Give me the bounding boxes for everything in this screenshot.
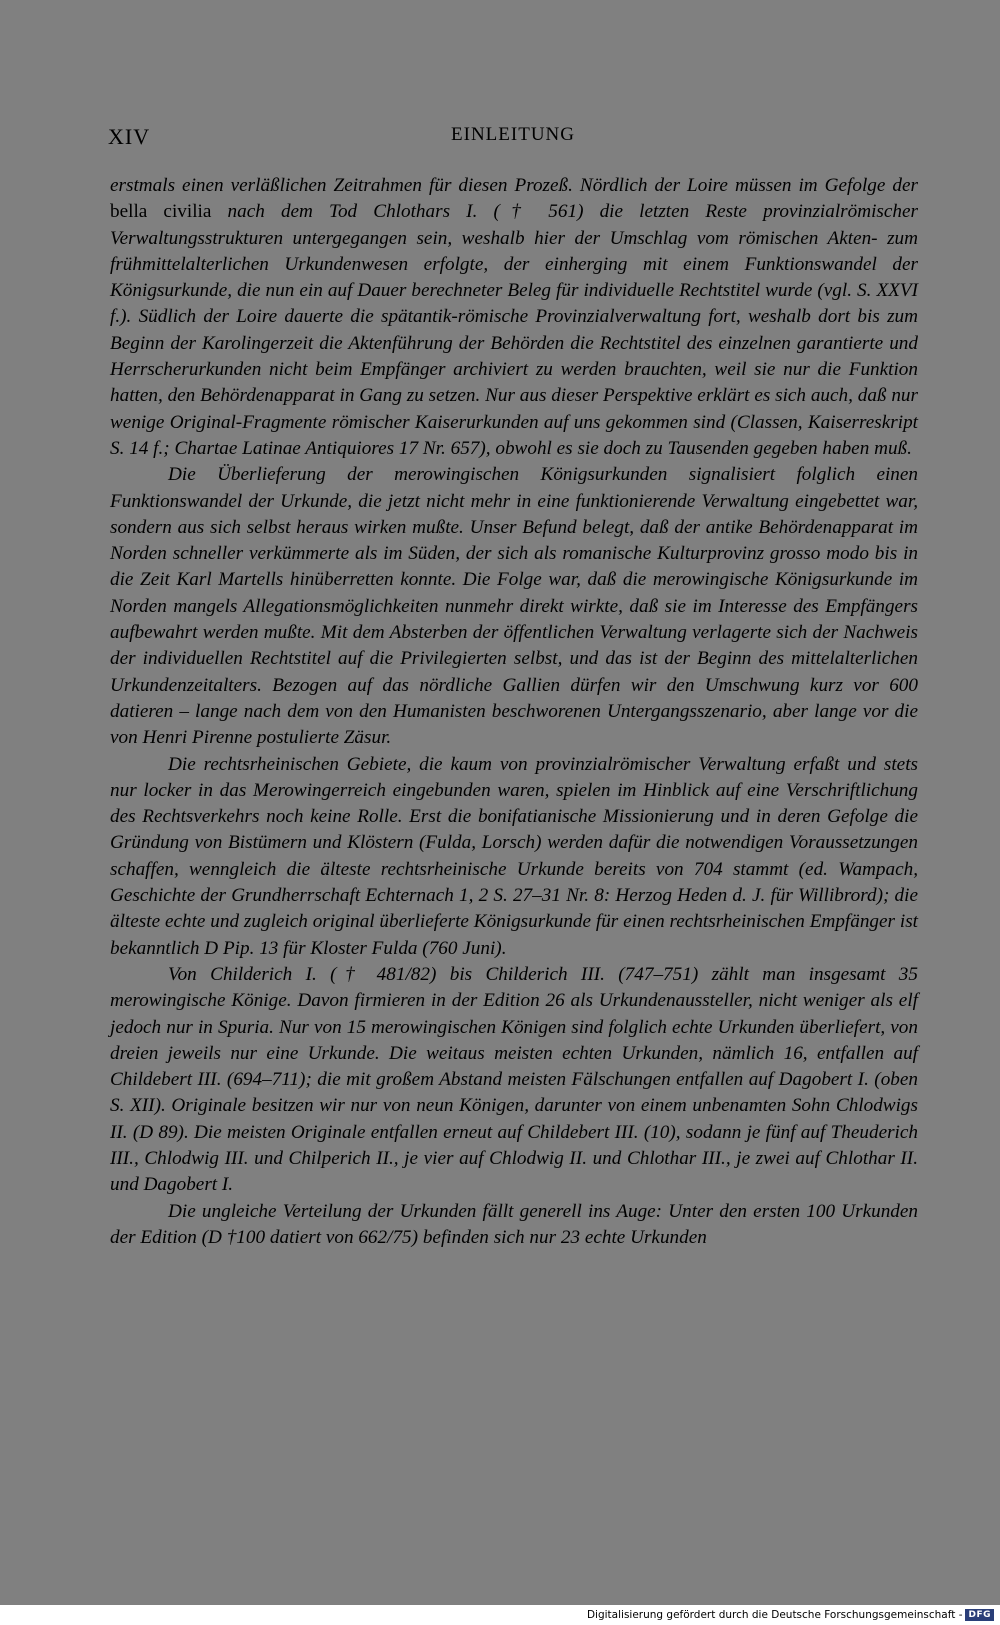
paragraph-5: Die ungleiche Verteilung der Urkunden fällt generell ins Auge: Unter den ersten 100 Urkunden der Edition (D †100 datiert von 662/75) befinden sich nur 23 echte Urkunden <box>110 1200 918 1248</box>
funding-footer <box>587 1607 994 1623</box>
paragraph-1 <box>110 173 918 462</box>
funding-text: Digitalisierung gefördert durch die Deutsche Forschungsgemeinschaft - <box>586 1609 963 1621</box>
paragraph-1-part-b: nach dem Tod Chlothars I. († 561) die letzten Reste provinzialrömischer Verwaltungsstrukturen untergegangen sein, weshalb hier der Umschlag vom römischen Akten- zum frühmittelalterlichen Urkundenwesen erfolgte, der einherging mit einem Funktionswandel der Königsurkunde, die nun ein auf Dauer berechneter Beleg für individuelle Rechtstitel wurde (vgl. S. XXVI f.). Südlich der Loire dauerte die spätantik-römische Provinzialverwaltung fort, weshalb dort bis zum Beginn der Karolingerzeit die Aktenführung der Behörden die Rechtstitel des einzelnen garantierte und Herrscherurkunden nicht beim Empfänger archiviert zu werden brauchten, weil sie nur die Funktion hatten, den Behördenapparat in Gang zu setzen. Nur aus dieser Perspektive erklärt es sich auch, daß nur wenige Original-Fragmente römischer Kaiserurkunden auf uns gekommen sind (Classen, Kaiserreskript S. 14 f.; Chartae Latinae Antiquiores 17 Nr. 657), obwohl es sie doch zu Tausenden gegeben haben muß. <box>110 201 918 459</box>
body-text <box>110 173 918 1251</box>
dfg-logo: DFG <box>965 1609 994 1621</box>
paragraph-2: Die Überlieferung der merowingischen Königsurkunden signalisiert folglich einen Funktionswandel der Urkunde, die jetzt nicht mehr in eine funktionierende Verwaltung eingebettet war, sondern aus sich selbst heraus wirken mußte. Unser Befund belegt, daß der antike Behördenapparat im Norden schneller verkümmerte als im Süden, der sich als romanische Kulturprovinz grosso modo bis in die Zeit Karl Martells hinüberretten konnte. Die Folge war, daß die merowingische Königsurkunde im Norden mangels Allegationsmöglichkeiten nunmehr direkt wirkte, daß sie im Interesse des Empfängers aufbewahrt werden mußte. Mit dem Absterben der öffentlichen Verwaltung verlagerte sich der Nachweis der individuellen Rechtstitel auf die Privilegierten selbst, und das ist der Beginn des mittelalterlichen Urkundenzeitalters. Bezogen auf das nördliche Gallien dürfen wir den Umschwung kurz vor 600 datieren – lange nach dem von den Humanisten beschworenen Untergangsszenario, aber lange vor die von Henri Pirenne postulierte Zäsur. <box>110 464 918 749</box>
paragraph-3: Die rechtsrheinischen Gebiete, die kaum von provinzialrömischer Verwaltung erfaßt und stets nur locker in das Merowingerreich eingebunden waren, spielen im Hinblick auf eine Verschriftlichung des Rechtsverkehrs noch keine Rolle. Erst die bonifatianische Missionierung und in deren Gefolge die Gründung von Bistümern und Klöstern (Fulda, Lorsch) werden dafür die notwendigen Voraussetzungen schaffen, wenngleich die älteste rechtsrheinische Urkunde bereits von 704 stammt (ed. Wampach, Geschichte der Grundherrschaft Echternach 1, 2 S. 27–31 Nr. 8: Herzog Heden d. J. für Willibrord); die älteste echte und zugleich original überlieferte Königsurkunde für einen rechtsrheinischen Empfänger ist bekanntlich D Pip. 13 für Kloster Fulda (760 Juni). <box>110 753 918 959</box>
paragraph-4: Von Childerich I. († 481/82) bis Childerich III. (747–751) zählt man insgesamt 35 merowingische Könige. Davon firmieren in der Edition 26 als Urkundenaussteller, nicht weniger als elf jedoch nur in Spuria. Nur von 15 merowingischen Königen sind folglich echte Urkunden überliefert, von dreien jeweils nur eine Urkunde. Die weitaus meisten echten Urkunden, nämlich 16, entfallen auf Childebert III. (694–711); die mit großem Abstand meisten Fälschungen entfallen auf Dagobert I. (oben S. XII). Originale besitzen wir nur von neun Königen, darunter von einem unbenamten Sohn Chlodwigs II. (D 89). Die meisten Originale entfallen erneut auf Childebert III. (10), sodann je fünf auf Theuderich III., Chlodwig III. und Chilperich II., je vier auf Chlodwig II. und Chlothar III., je zwei auf Chlothar II. und Dagobert I. <box>110 963 918 1196</box>
paragraph-1-part-a: erstmals einen verläßlichen Zeitrahmen für diesen Prozeß. Nördlich der Loire müssen im Gefolge der <box>110 175 918 196</box>
page-number: XIV <box>108 124 151 149</box>
running-head: EINLEITUNG <box>451 124 575 145</box>
latin-term: bella civilia <box>110 201 212 223</box>
page-header <box>108 124 918 156</box>
